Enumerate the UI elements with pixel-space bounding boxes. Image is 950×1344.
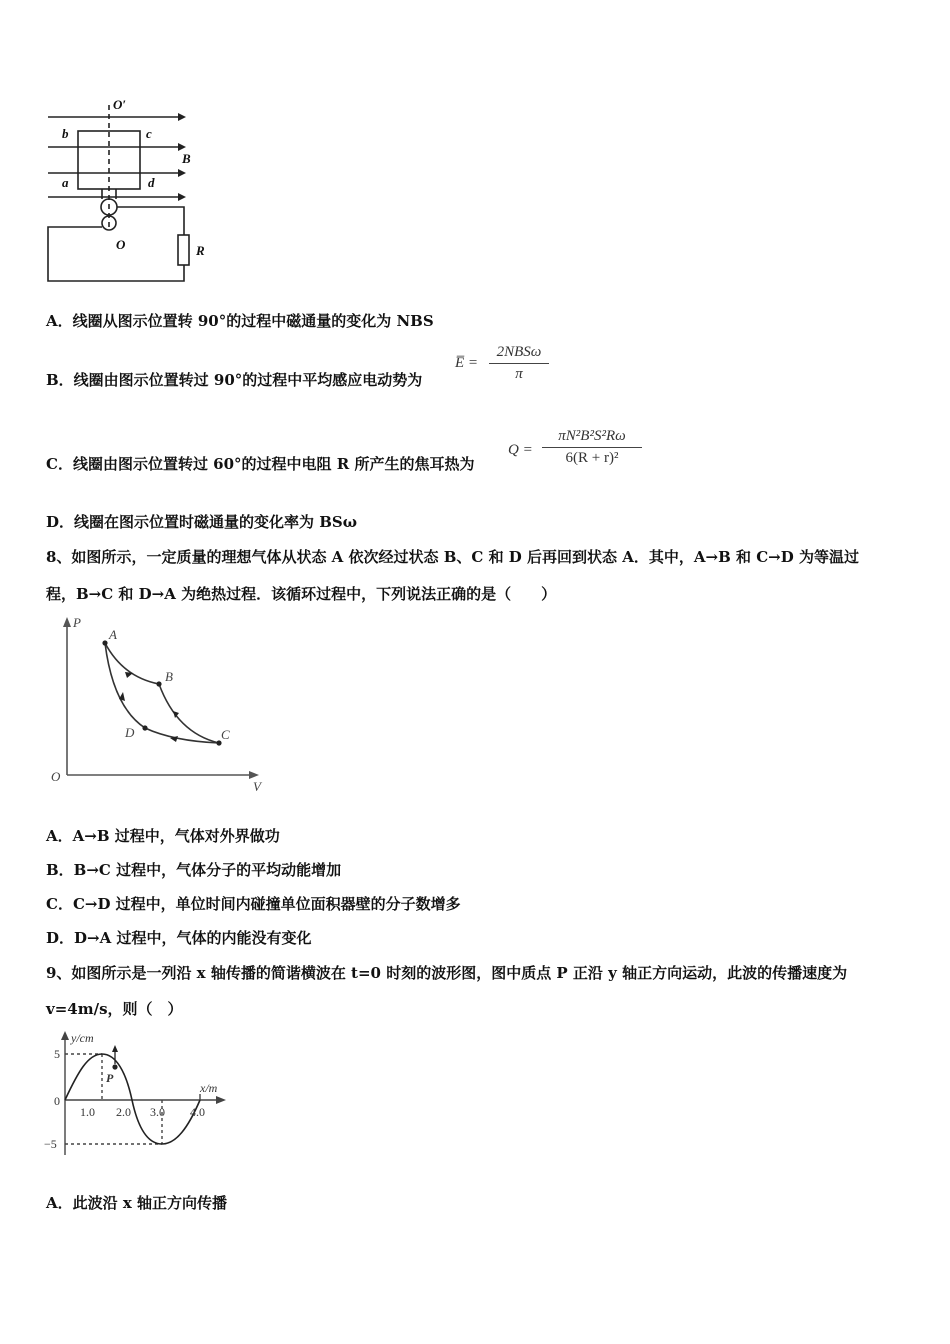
point-D	[142, 725, 147, 730]
label-field-B: B	[182, 151, 191, 166]
label-V: V	[253, 779, 261, 794]
q7-option-b-formula	[455, 344, 565, 392]
curve-A-B	[105, 643, 159, 684]
coil-diagram	[40, 95, 220, 290]
particle-P	[112, 1064, 117, 1069]
tick-x-3: 3.0	[150, 1105, 165, 1119]
q7-option-c: C．线圈由图示位置转过 60°的过程中电阻 R 所产生的焦耳热为	[46, 455, 475, 473]
tick-x-4: 4.0	[190, 1105, 205, 1119]
label-B: B	[165, 669, 173, 684]
q8-option-c: C．C→D 过程中，单位时间内碰撞单位面积器壁的分子数增多	[46, 895, 461, 913]
label-R: R	[196, 243, 205, 258]
wave-curve	[65, 1054, 200, 1144]
formula-c-lhs: Q =	[508, 442, 533, 458]
wave-graph	[40, 1030, 230, 1160]
point-A	[102, 640, 107, 645]
formula-b-denominator: π	[515, 366, 523, 382]
q8-stem-line1: 8、如图所示，一定质量的理想气体从状态 A 依次经过状态 B、C 和 D 后再回到状态 A．其中，A→B 和 C→D 为等温过	[46, 548, 859, 566]
label-D: D	[125, 725, 135, 740]
q8-option-a: A．A→B 过程中，气体对外界做功	[46, 827, 280, 845]
q7-option-c-formula	[508, 428, 648, 478]
label-c: c	[146, 126, 152, 141]
q7-option-a: A．线圈从图示位置转 90°的过程中磁通量的变化为 NBS	[46, 312, 434, 330]
label-a: a	[62, 175, 69, 190]
curve-C-D	[145, 728, 219, 743]
q8-option-b: B．B→C 过程中，气体分子的平均动能增加	[46, 861, 342, 879]
formula-b-lhs: E̅ =	[455, 355, 479, 371]
q8-option-d: D．D→A 过程中，气体的内能没有变化	[46, 929, 312, 947]
tick-origin: 0	[54, 1094, 60, 1108]
tick-y-5: 5	[54, 1047, 60, 1061]
formula-c-denominator: 6(R + r)²	[565, 450, 619, 466]
q7-option-d: D．线圈在图示位置时磁通量的变化率为 BSω	[46, 513, 358, 531]
q8-stem-line2: 程，B→C 和 D→A 为绝热过程．该循环过程中，下列说法正确的是（ ）	[46, 585, 557, 603]
label-O: O	[116, 237, 126, 252]
q9-option-a: A．此波沿 x 轴正方向传播	[46, 1194, 228, 1212]
label-axis-top: O′	[113, 97, 127, 112]
label-b: b	[62, 126, 69, 141]
label-A: A	[109, 627, 117, 642]
label-O: O	[51, 769, 61, 784]
label-C: C	[221, 727, 230, 742]
label-P: P	[106, 1071, 114, 1085]
arrow-A-B	[125, 672, 133, 678]
formula-c-numerator: πN²B²S²Rω	[558, 428, 626, 444]
formula-b-numerator: 2NBSω	[496, 344, 542, 360]
q9-stem-line1: 9、如图所示是一列沿 x 轴传播的简谐横波在 t=0 时刻的波形图，图中质点 P 正沿 y 轴正方向运动，此波的传播速度为	[46, 964, 848, 982]
label-d: d	[148, 175, 155, 190]
q9-stem-line2: v=4m/s，则（ ）	[46, 1000, 183, 1018]
curve-D-A	[105, 643, 145, 728]
q7-option-b: B．线圈由图示位置转过 90°的过程中平均感应电动势为	[46, 371, 423, 389]
tick-x-1: 1.0	[80, 1105, 95, 1119]
tick-y-neg5: −5	[44, 1137, 57, 1151]
y-axis-label: y/cm	[71, 1031, 94, 1045]
resistor	[178, 235, 189, 265]
curve-B-C	[159, 684, 219, 743]
pv-diagram	[45, 615, 270, 795]
x-axis-label: x/m	[200, 1081, 218, 1095]
label-P: P	[73, 615, 81, 630]
tick-x-2: 2.0	[116, 1105, 131, 1119]
point-B	[156, 681, 161, 686]
